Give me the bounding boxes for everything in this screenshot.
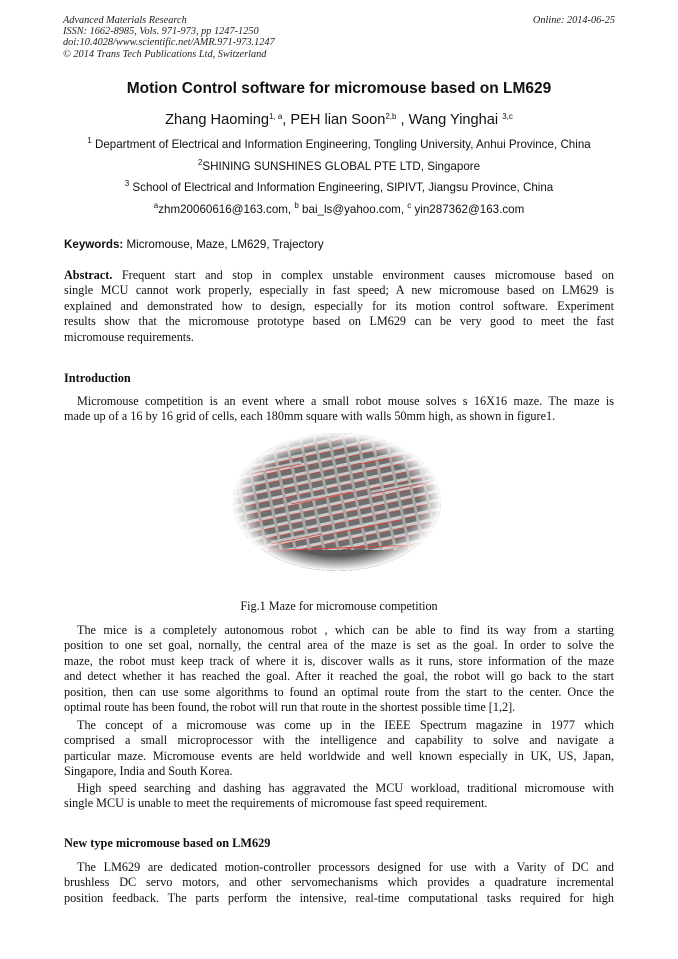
abstract-line: micromouse requirements. [64, 329, 194, 344]
intro-paragraph-3 [64, 718, 614, 780]
author-list [0, 112, 678, 128]
text-line: The mice is a completely autonomous robot , which can be able to find its way from a starting [77, 623, 614, 637]
keywords-label: Keywords: [64, 238, 124, 251]
author-affiliation-mark: 2,b [385, 112, 397, 121]
author-affiliation-mark: 1, a [268, 112, 283, 121]
text-line: optimal route has been found, the robot will run that route in the shortest possible time [1,2]. [64, 700, 516, 715]
author-name: Zhang Haoming [165, 112, 269, 128]
affiliation-3 [0, 181, 678, 194]
affiliation-mark: 2 [197, 158, 203, 167]
affiliation-text: SHINING SUNSHINES GLOBAL PTE LTD, Singapore [202, 160, 481, 173]
maze-figure [231, 432, 444, 573]
copyright-line: © 2014 Trans Tech Publications Ltd, Switzerland [63, 48, 267, 60]
intro-paragraph-4 [64, 781, 614, 812]
text-line: position feedback. The parts perform the intensive, real-time computational tasks required for high [64, 890, 614, 905]
abstract-line [64, 268, 614, 283]
keywords [64, 238, 324, 251]
keywords-text: Micromouse, Maze, LM629, Trajectory [123, 238, 324, 251]
abstract-line: explained and demonstrated how to design, especially for its motion control software. Experiment [64, 298, 614, 313]
author-emails [0, 203, 678, 216]
affiliation-1 [0, 138, 678, 151]
journal-header [63, 15, 615, 60]
maze-photo [231, 432, 444, 573]
text-line: Singapore, India and South Korea. [64, 764, 233, 779]
text-line: single MCU is unable to meet the requirements of micromouse fast speed requirement. [64, 796, 488, 811]
figure-caption: Fig.1 Maze for micromouse competition [240, 599, 438, 613]
text-line: Micromouse competition is an event where a small robot mouse solves s 16X16 maze. The maze is [77, 394, 614, 408]
author-name: Wang Yinghai [408, 112, 503, 128]
text-line: made up of a 16 by 16 grid of cells, each 180mm square with walls 50mm high, as shown in figure1. [64, 409, 556, 424]
abstract [64, 268, 614, 345]
text-line: position, then can use some algorithms to found an optimal route from the start to the center. Once the [64, 684, 614, 699]
email-a: zhm20060616@163.com, [158, 203, 295, 216]
affiliation-mark: 3 [124, 179, 130, 188]
paper-title: Motion Control software for micromouse based on LM629 [126, 80, 552, 97]
text-line: comprised a small microprocessor with the intelligence and capability to solve and navigate a [64, 733, 614, 748]
text-line: position to one set goal, nornally, the central area of the maze is set as the goal. In order to solve the [64, 638, 614, 653]
author-affiliation-mark: 3,c [502, 112, 513, 121]
doi-line: doi:10.4028/www.scientific.net/AMR.971-973.1247 [63, 37, 275, 49]
text-line: particular maze. Micromouse events are held worldwide and well known especially in UK, US, Japan, [64, 748, 614, 763]
email-b: bai_ls@yahoo.com, [298, 203, 408, 216]
author-separator: , [396, 112, 409, 128]
intro-paragraph-1 [64, 394, 614, 425]
text-line: The LM629 are dedicated motion-controller processors designed for use with a Varity of DC and [77, 860, 614, 874]
section-heading-introduction: Introduction [64, 371, 131, 385]
email-mark: b [294, 201, 299, 210]
section2-paragraph-1 [64, 860, 614, 906]
text-line: High speed searching and dashing has aggravated the MCU workload, traditional micromouse with [77, 781, 614, 795]
text-line: maze, the robot must keep track of where it is, discover walls as it runs, store information of the maze [64, 653, 614, 668]
affiliation-mark: 1 [87, 136, 92, 145]
affiliation-text: School of Electrical and Information Engineering, SIPIVT, Jiangsu Province, China [129, 181, 554, 194]
abstract-line: results show that the micromouse prototype based on LM629 can be very good to meet the fast [64, 314, 614, 329]
email-mark: c [407, 201, 412, 210]
text-line: brushless DC servo motors, and other servomechanisms which provides a quadrature incremental [64, 875, 614, 890]
abstract-text: Frequent start and stop in complex unstable environment causes micromouse based on [112, 268, 614, 282]
affiliation-2 [0, 160, 678, 173]
text-line: and detect whether it has reached the goal. After it reached the goal, the robot will go back to the start [64, 669, 614, 684]
email-c: yin287362@163.com [411, 203, 525, 216]
online-date: Online: 2014-06-25 [532, 15, 615, 26]
abstract-label: Abstract. [64, 268, 113, 282]
issn-line: ISSN: 1662-8985, Vols. 971-973, pp 1247-1250 [63, 26, 259, 38]
author-separator: , [282, 112, 291, 128]
section-heading-new-type: New type micromouse based on LM629 [64, 836, 271, 850]
journal-name: Advanced Materials Research [63, 15, 187, 26]
abstract-line: single MCU cannot work properly, especially in fast speed; A new micromouse based on LM629 is [64, 283, 614, 298]
email-mark: a [153, 201, 159, 210]
text-line: The concept of a micromouse was come up in the IEEE Spectrum magazine in 1977 which [77, 718, 614, 732]
affiliation-text: Department of Electrical and Information Engineering, Tongling University, Anhui Province, China [91, 138, 591, 151]
author-name: PEH lian Soon [290, 112, 386, 128]
intro-paragraph-2 [64, 623, 614, 715]
